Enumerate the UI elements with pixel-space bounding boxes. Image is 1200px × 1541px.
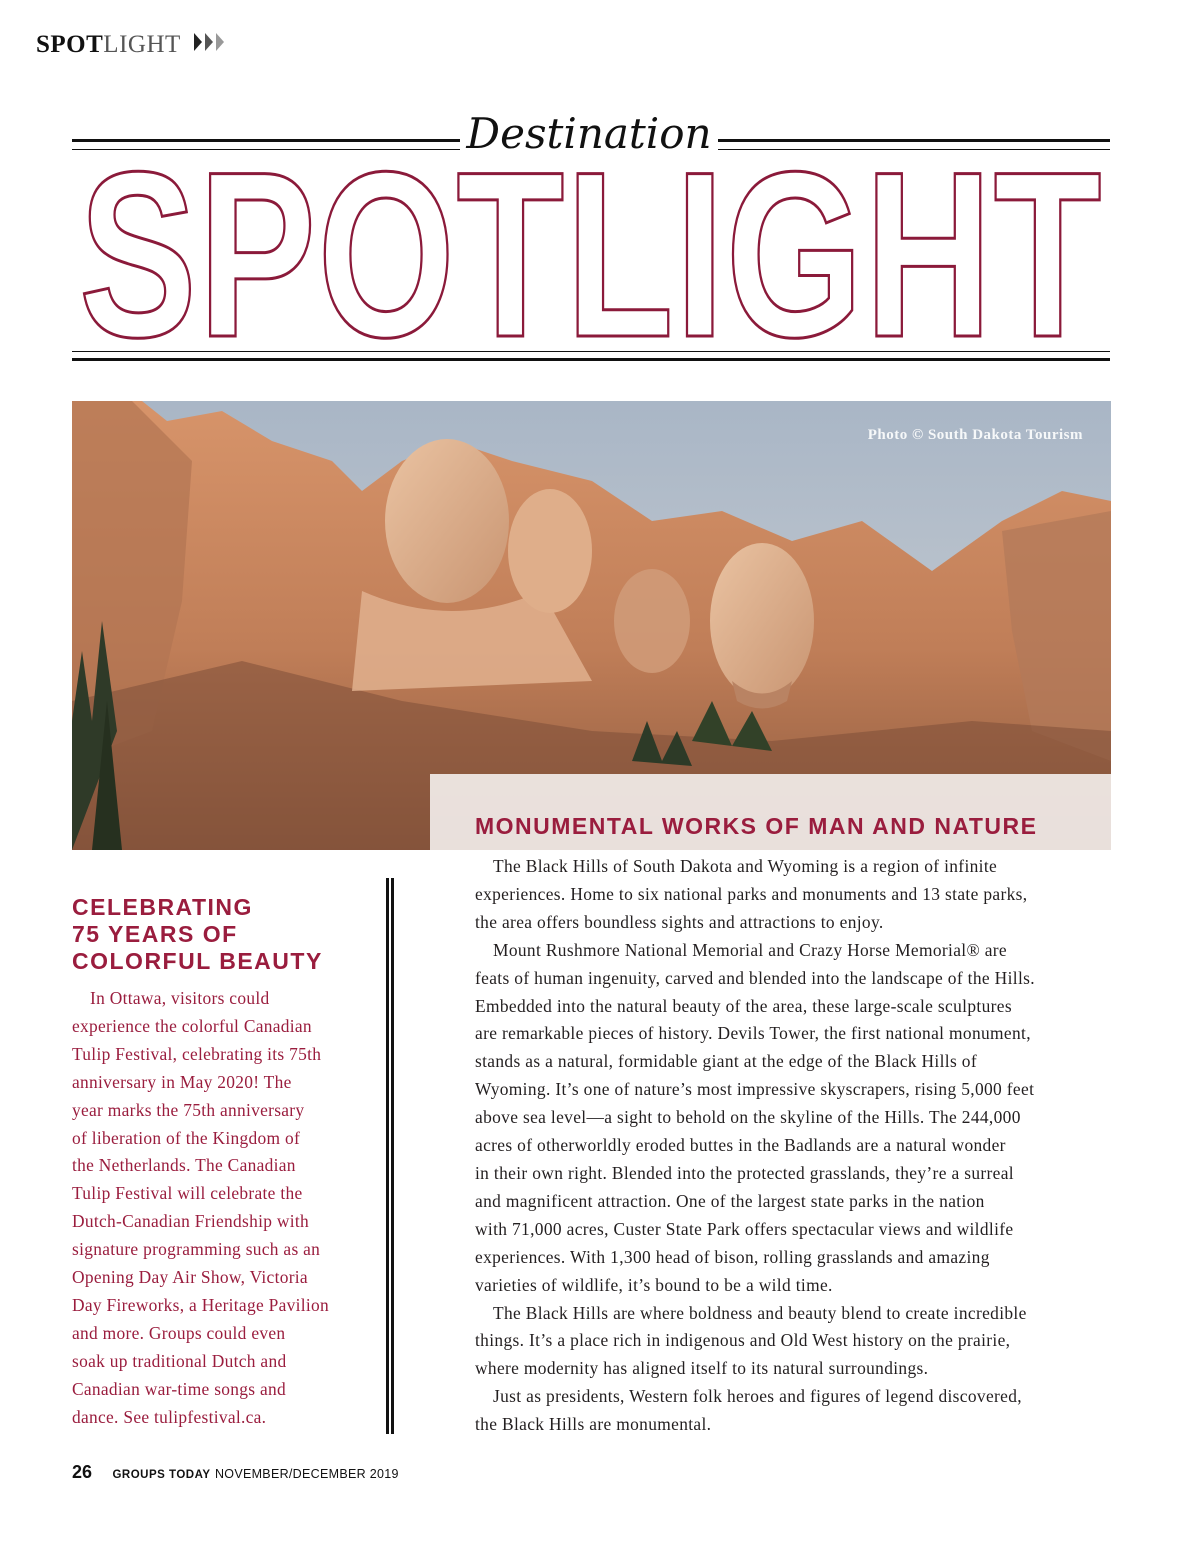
sidebar-heading-line: COLORFUL BEAUTY: [72, 948, 323, 974]
article-line: stands as a natural, formidable giant at the edge of the Black Hills of: [475, 1051, 977, 1072]
article-line: the area offers boundless sights and attractions to enjoy.: [475, 911, 884, 932]
article-line: Embedded into the natural beauty of the area, these large-scale sculptures: [475, 995, 1012, 1016]
article-line: and magnificent attraction. One of the largest state parks in the nation: [475, 1190, 985, 1211]
sidebar: [72, 894, 352, 1432]
sidebar-line: Tulip Festival, celebrating its 75th: [72, 1043, 322, 1064]
article-line: experiences. With 1,300 head of bison, rolling grasslands and amazing: [475, 1246, 990, 1267]
sidebar-line: experience the colorful Canadian: [72, 1015, 312, 1036]
article-body: [475, 853, 1065, 1439]
article-line: are remarkable pieces of history. Devils Tower, the first national monument,: [475, 1023, 1031, 1044]
article-line: The Black Hills of South Dakota and Wyoming is a region of infinite: [493, 856, 998, 876]
article-line: Wyoming. It’s one of nature’s most impressive skyscrapers, rising 5,000 feet: [475, 1079, 1035, 1100]
article-line: Mount Rushmore National Memorial and Crazy Horse Memorial® are: [493, 939, 1007, 960]
sidebar-line: the Netherlands. The Canadian: [72, 1155, 296, 1176]
article-headline: MONUMENTAL WORKS OF MAN AND NATURE: [475, 813, 1038, 839]
article-line: where modernity has aligned itself to its natural surroundings.: [475, 1358, 929, 1379]
sidebar-line: Day Fireworks, a Heritage Pavilion: [72, 1294, 329, 1315]
article-line: varieties of wildlife, it’s bound to be a wild time.: [475, 1274, 833, 1295]
article-line: Just as presidents, Western folk heroes and figures of legend discovered,: [493, 1386, 1022, 1407]
sidebar-line: Opening Day Air Show, Victoria: [72, 1267, 308, 1288]
column-divider: [386, 878, 394, 1434]
sidebar-line: In Ottawa, visitors could: [90, 988, 270, 1008]
article-line: acres of otherworldly eroded buttes in the Badlands are a natural wonder: [475, 1135, 1006, 1156]
masthead-title-text: SPOTLIGHT: [79, 152, 1103, 350]
page-number: 26: [72, 1462, 93, 1482]
photo-credit: Photo © South Dakota Tourism: [867, 427, 1083, 443]
sidebar-heading: [72, 894, 352, 975]
sidebar-line: Tulip Festival will celebrate the: [72, 1183, 303, 1204]
sidebar-line: year marks the 75th anniversary: [72, 1099, 305, 1120]
magazine-name: GROUPS TODAY: [112, 1469, 211, 1481]
article-line: in their own right. Blended into the protected grasslands, they’re a surreal: [475, 1162, 1014, 1183]
sidebar-line: Canadian war-time songs and: [72, 1378, 286, 1399]
hero-photo: [72, 401, 1111, 850]
section-tag: [36, 30, 227, 61]
masthead-kicker: Destination: [466, 109, 712, 158]
article-line: things. It’s a place rich in indigenous and Old West history on the prairie,: [475, 1330, 1011, 1351]
masthead-rule-left: [72, 139, 460, 150]
sidebar-heading-line: CELEBRATING: [72, 894, 253, 920]
sidebar-line: signature programming such as an: [72, 1239, 321, 1260]
sidebar-line: of liberation of the Kingdom of: [72, 1127, 301, 1148]
article-line: above sea level—a sight to behold on the skyline of the Hills. The 244,000: [475, 1107, 1021, 1128]
section-tag-light: LIGHT: [103, 31, 181, 58]
sidebar-line: anniversary in May 2020! The: [72, 1071, 292, 1092]
triple-arrow-icon: [193, 30, 227, 61]
section-tag-bold: SPOT: [36, 31, 104, 58]
sidebar-body: [72, 985, 352, 1432]
headline-band: [430, 774, 1111, 850]
sidebar-line: dance. See tulipfestival.ca.: [72, 1406, 267, 1427]
sidebar-line: and more. Groups could even: [72, 1322, 286, 1343]
article-line: experiences. Home to six national parks and monuments and 13 state parks,: [475, 883, 1028, 904]
article-paragraph: [475, 853, 1065, 937]
article-line: The Black Hills are where boldness and beauty blend to create incredible: [493, 1302, 1027, 1323]
masthead-rule-right: [718, 139, 1110, 150]
article-paragraph: [475, 1383, 1065, 1439]
page-footer: [72, 1462, 399, 1483]
article-paragraph: [475, 937, 1065, 1300]
masthead-title: [72, 152, 1110, 350]
masthead-rule-bottom: [72, 351, 1110, 361]
article-line: the Black Hills are monumental.: [475, 1414, 712, 1435]
sidebar-line: Dutch-Canadian Friendship with: [72, 1211, 309, 1232]
article-line: feats of human ingenuity, carved and blended into the landscape of the Hills.: [475, 967, 1035, 988]
issue-date: NOVEMBER/DECEMBER 2019: [214, 1467, 399, 1481]
article-paragraph: [475, 1300, 1065, 1384]
article-line: with 71,000 acres, Custer State Park offers spectacular views and wildlife: [475, 1218, 1014, 1239]
sidebar-line: soak up traditional Dutch and: [72, 1350, 287, 1371]
sidebar-heading-line: 75 YEARS OF: [72, 921, 238, 947]
